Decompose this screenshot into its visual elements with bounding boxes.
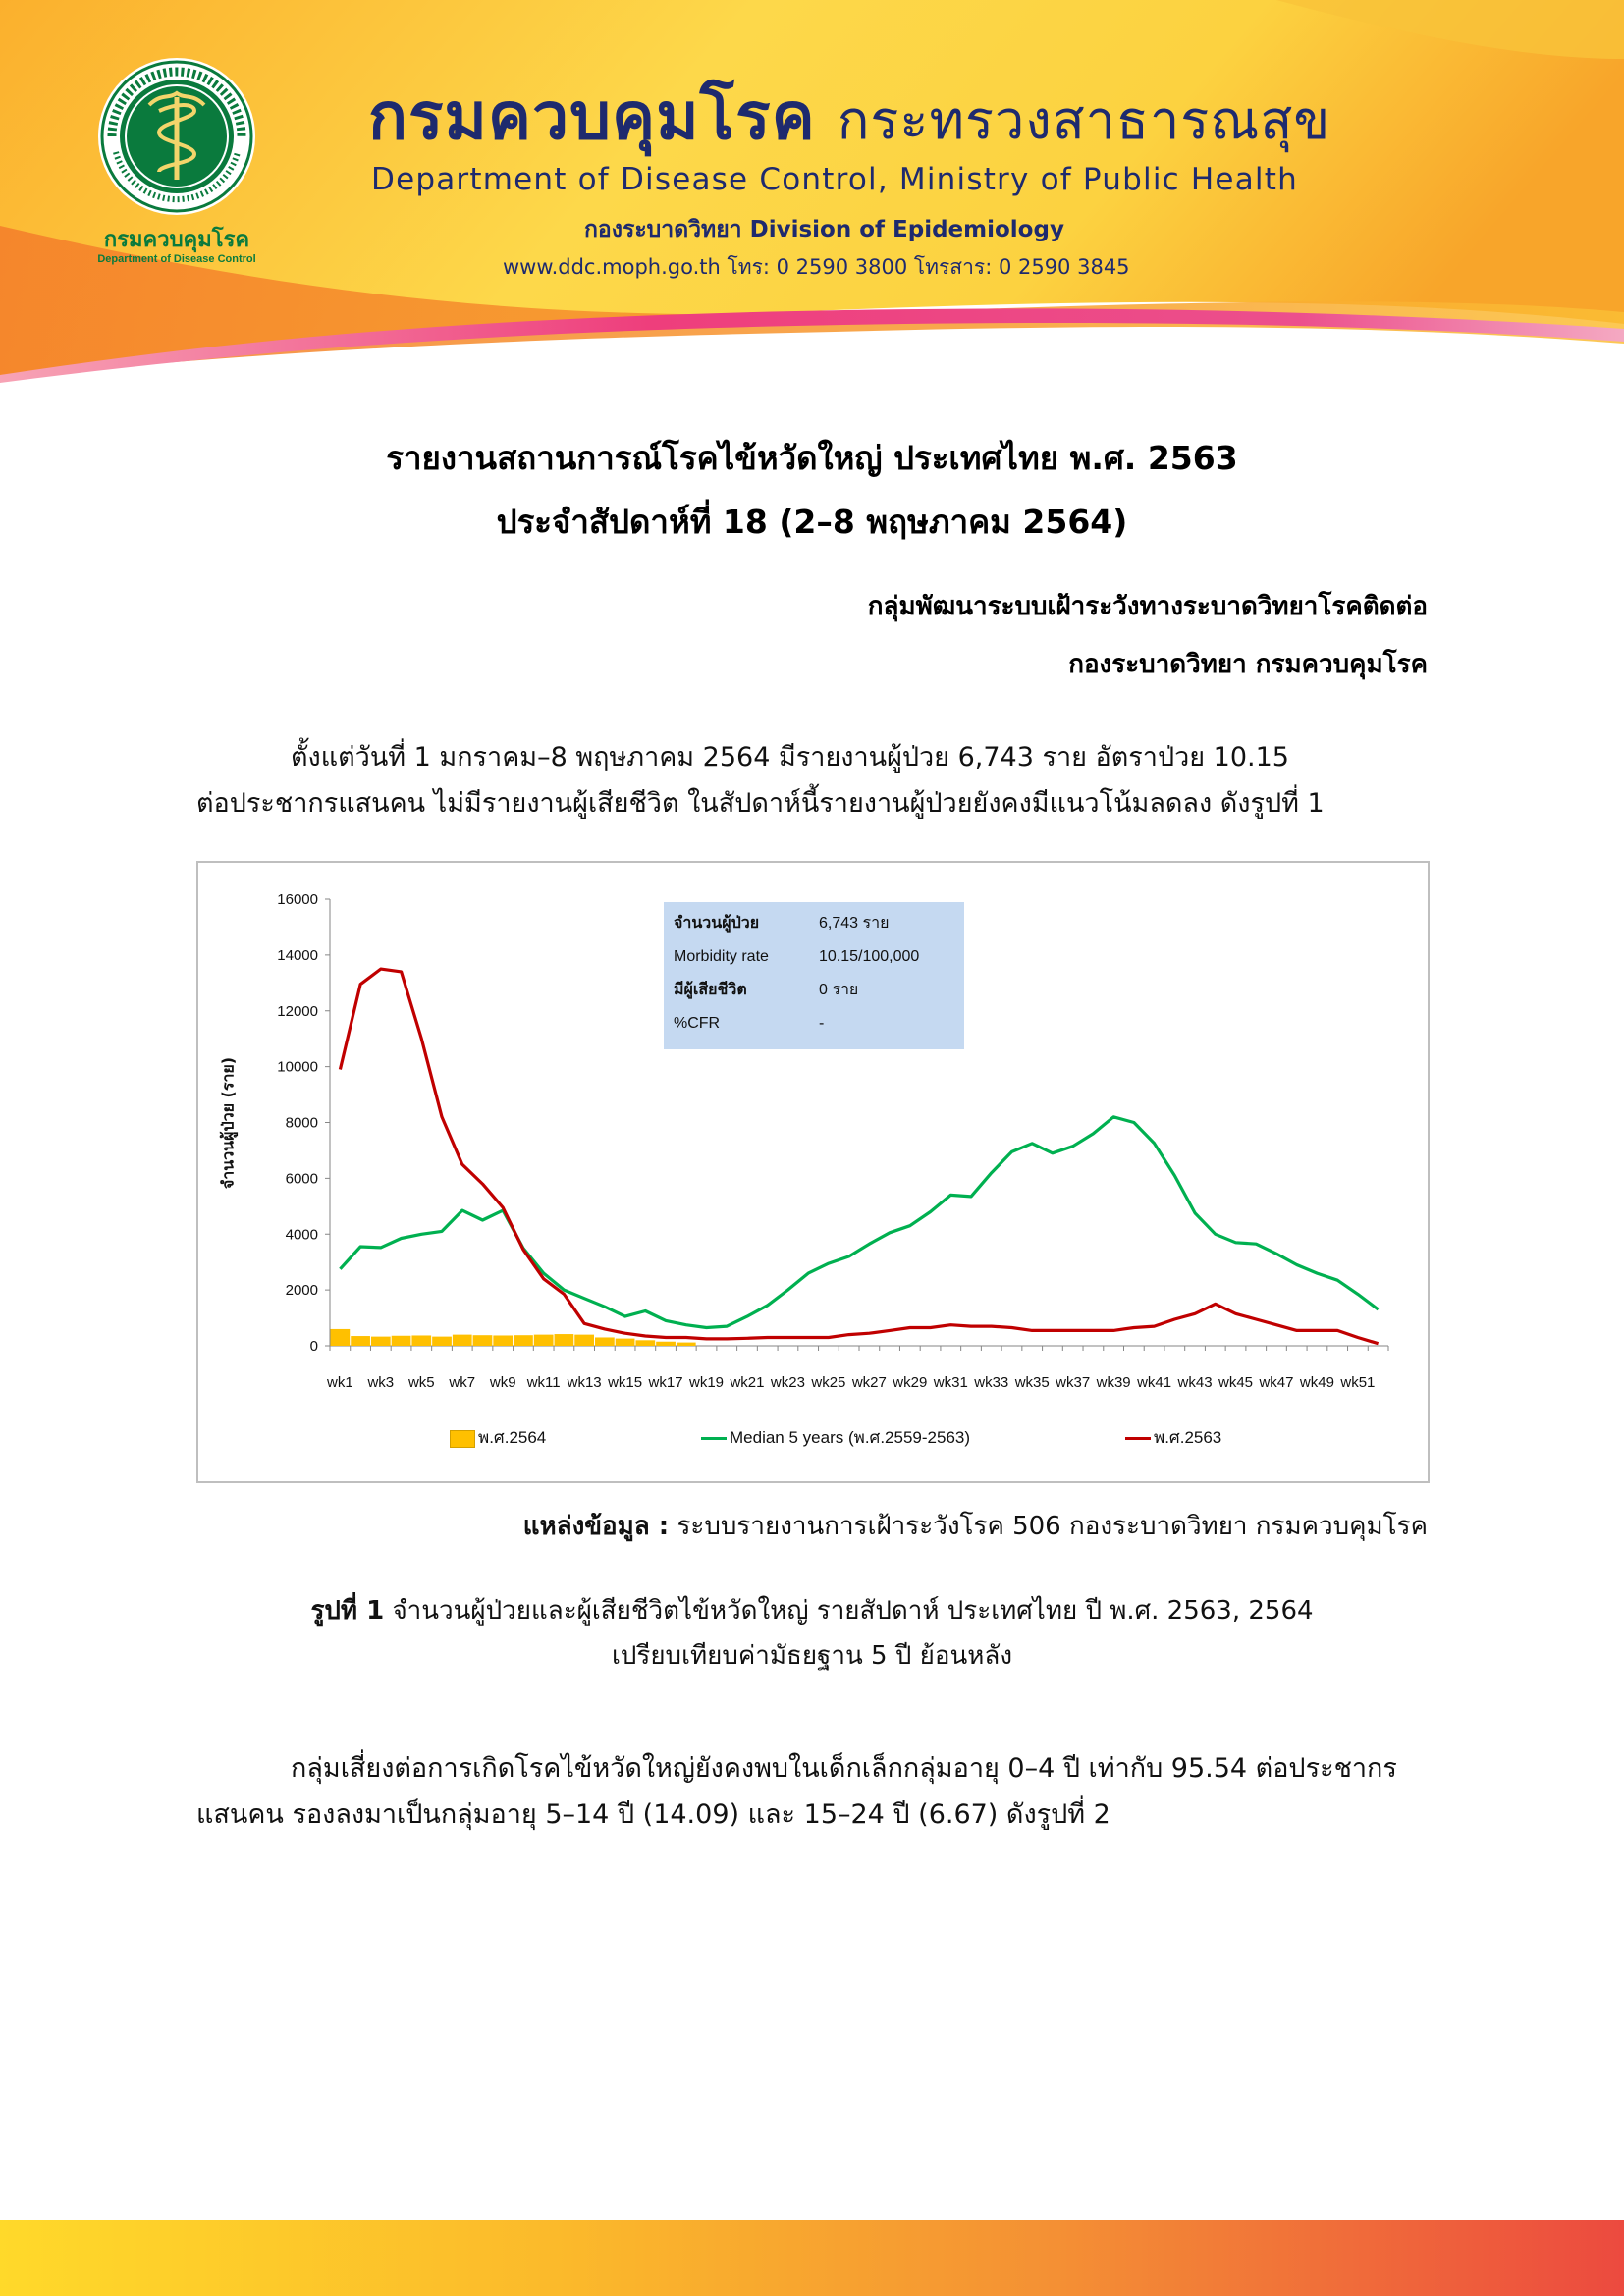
- info-label: มีผู้เสียชีวิต: [674, 982, 747, 998]
- legend-item-median: [701, 1427, 970, 1449]
- paragraph-summary-line1: ตั้งแต่วันที่ 1 มกราคม–8 พฤษภาคม 2564 มีรายงานผู้ป่วย 6,743 ราย อัตราป่วย 10.15: [291, 742, 1289, 773]
- x-tick-label: wk3: [367, 1374, 395, 1391]
- x-tick-label: wk25: [811, 1374, 846, 1391]
- bar-2564: [331, 1329, 351, 1346]
- ddc-logo: [90, 54, 267, 265]
- paragraph-risk-groups: [196, 1745, 1428, 1838]
- y-tick-label: 16000: [277, 891, 318, 908]
- legend-label: พ.ศ.2564: [478, 1428, 547, 1447]
- bar-2564: [371, 1337, 391, 1346]
- svg-text:Department of Disease Control: Department of Disease Control: [97, 253, 256, 265]
- x-tick-label: wk31: [933, 1374, 968, 1391]
- bar-2564: [351, 1336, 370, 1346]
- figure-caption-line2: เปรียบเทียบค่ามัธยฐาน 5 ปี ย้อนหลัง: [611, 1641, 1013, 1671]
- x-tick-label: wk9: [489, 1374, 516, 1391]
- figure-label: รูปที่ 1: [310, 1596, 385, 1626]
- y-tick-label: 0: [309, 1338, 318, 1355]
- x-tick-label: wk5: [407, 1374, 435, 1391]
- division-name: กองระบาดวิทยา Division of Epidemiology: [584, 217, 1064, 242]
- org-name-thai: [368, 77, 1330, 160]
- bar-2564: [392, 1336, 411, 1346]
- figure-caption-line1: [0, 1588, 1624, 1633]
- paragraph-summary: [196, 734, 1428, 827]
- y-tick-label: 8000: [285, 1114, 318, 1132]
- header-banner: [0, 0, 1624, 383]
- bar-2564: [514, 1335, 533, 1346]
- legend-label: Median 5 years (พ.ศ.2559-2563): [730, 1428, 971, 1447]
- x-tick-label: wk45: [1218, 1374, 1254, 1391]
- x-tick-label: wk49: [1299, 1374, 1334, 1391]
- bar-2564: [493, 1335, 513, 1346]
- figure-caption: [0, 1588, 1624, 1679]
- legend-item-2564: [450, 1427, 546, 1449]
- x-tick-label: wk33: [974, 1374, 1009, 1391]
- author-unit-line1: กลุ่มพัฒนาระบบเฝ้าระวังทางระบาดวิทยาโรคติดต่อ: [867, 592, 1428, 621]
- y-axis-title: [214, 863, 244, 1481]
- contact-info: www.ddc.moph.go.th โทร: 0 2590 3800 โทรสาร: 0 2590 3845: [503, 255, 1130, 279]
- x-tick-label: wk13: [567, 1374, 602, 1391]
- paragraph-risk-line2: แสนคน รองลงมาเป็นกลุ่มอายุ 5–14 ปี (14.09) และ 15–24 ปี (6.67) ดังรูปที่ 2: [196, 1799, 1110, 1830]
- org-name: กรมควบคุมโรค: [368, 80, 816, 152]
- org-name-english: Department of Disease Control, Ministry of Public Health: [371, 162, 1298, 197]
- y-tick-label: 4000: [285, 1226, 318, 1244]
- data-source-label: แหล่งข้อมูล :: [522, 1512, 670, 1541]
- y-tick-label: 12000: [277, 1002, 318, 1020]
- legend-label: พ.ศ.2563: [1154, 1428, 1222, 1447]
- x-tick-label: wk15: [608, 1374, 643, 1391]
- info-label: %CFR: [674, 1015, 721, 1032]
- bar-2564: [555, 1334, 574, 1346]
- report-title-line2: ประจำสัปดาห์ที่ 18 (2–8 พฤษภาคม 2564): [496, 503, 1128, 541]
- author-unit-line2: กองระบาดวิทยา กรมควบคุมโรค: [1068, 650, 1428, 679]
- x-tick-label: wk21: [730, 1374, 765, 1391]
- bar-2564: [677, 1343, 696, 1346]
- x-tick-label: wk7: [449, 1374, 476, 1391]
- figure-caption-text: จำนวนผู้ป่วยและผู้เสียชีวิตไข้หวัดใหญ่ รายสัปดาห์ ประเทศไทย ปี พ.ศ. 2563, 2564: [384, 1596, 1314, 1626]
- x-tick-label: wk51: [1340, 1374, 1376, 1391]
- bar-2564: [432, 1337, 452, 1346]
- line-median-5yr: [340, 1117, 1378, 1328]
- bar-2564: [534, 1335, 554, 1346]
- y-tick-label: 10000: [277, 1058, 318, 1076]
- paragraph-risk-line1: กลุ่มเสี่ยงต่อการเกิดโรคไข้หวัดใหญ่ยังคงพบในเด็กเล็กกลุ่มอายุ 0–4 ปี เท่ากับ 95.54 ต่อประชากร: [291, 1753, 1397, 1784]
- ministry-seal-icon: [90, 54, 267, 265]
- legend-swatch: [701, 1437, 727, 1440]
- y-tick-label: 2000: [285, 1282, 318, 1300]
- x-tick-label: wk39: [1096, 1374, 1131, 1391]
- bar-2564: [411, 1335, 431, 1346]
- x-tick-label: wk23: [770, 1374, 805, 1391]
- info-label: จำนวนผู้ป่วย: [674, 915, 760, 932]
- bar-2564: [595, 1337, 615, 1346]
- svg-text:กรมควบคุมโรค: กรมควบคุมโรค: [103, 227, 250, 251]
- bar-2564: [574, 1335, 594, 1346]
- x-tick-label: wk19: [689, 1374, 725, 1391]
- bar-2564: [473, 1335, 493, 1346]
- x-tick-label: wk17: [648, 1374, 683, 1391]
- bar-2564: [616, 1339, 635, 1346]
- x-tick-label: wk43: [1177, 1374, 1213, 1391]
- y-tick-label: 6000: [285, 1170, 318, 1188]
- info-label: Morbidity rate: [674, 948, 769, 965]
- weekly-cases-chart: [196, 861, 1430, 1483]
- x-tick-label: wk47: [1259, 1374, 1294, 1391]
- info-value: 6,743 ราย: [819, 915, 890, 932]
- report-title-line1: รายงานสถานการณ์โรคไข้หวัดใหญ่ ประเทศไทย พ.ศ. 2563: [386, 439, 1238, 477]
- info-value: 10.15/100,000: [819, 948, 920, 965]
- data-source: [523, 1507, 1428, 1546]
- legend-swatch: [450, 1430, 475, 1448]
- summary-info-box: [664, 902, 964, 1049]
- y-axis-title-text: จำนวนผู้ป่วย (ราย): [218, 1056, 238, 1190]
- legend-swatch: [1125, 1437, 1151, 1440]
- ministry-name: กระทรวงสาธารณสุข: [837, 91, 1331, 150]
- paragraph-summary-line2: ต่อประชากรแสนคน ไม่มีรายงานผู้เสียชีวิต ในสัปดาห์นี้รายงานผู้ป่วยยังคงมีแนวโน้มลดลง ดังรูปที่ 1: [196, 788, 1325, 819]
- bar-2564: [656, 1342, 676, 1346]
- bars-2564: [331, 1329, 696, 1346]
- x-tick-labels: [326, 1374, 1375, 1391]
- info-value: 0 ราย: [819, 982, 859, 998]
- x-tick-label: wk29: [893, 1374, 928, 1391]
- legend-item-2563: [1125, 1427, 1221, 1449]
- footer-bar: [0, 2220, 1624, 2296]
- data-source-text: ระบบรายงานการเฝ้าระวังโรค 506 กองระบาดวิทยา กรมควบคุมโรค: [669, 1512, 1428, 1541]
- bar-2564: [453, 1335, 472, 1346]
- y-tick-label: 14000: [277, 946, 318, 964]
- bar-2564: [635, 1340, 655, 1346]
- x-tick-label: wk37: [1056, 1374, 1091, 1391]
- x-tick-label: wk41: [1137, 1374, 1172, 1391]
- x-tick-label: wk27: [851, 1374, 887, 1391]
- x-tick-label: wk35: [1014, 1374, 1050, 1391]
- x-tick-label: wk11: [526, 1374, 561, 1391]
- x-tick-label: wk1: [327, 1374, 353, 1391]
- info-value: -: [819, 1015, 825, 1032]
